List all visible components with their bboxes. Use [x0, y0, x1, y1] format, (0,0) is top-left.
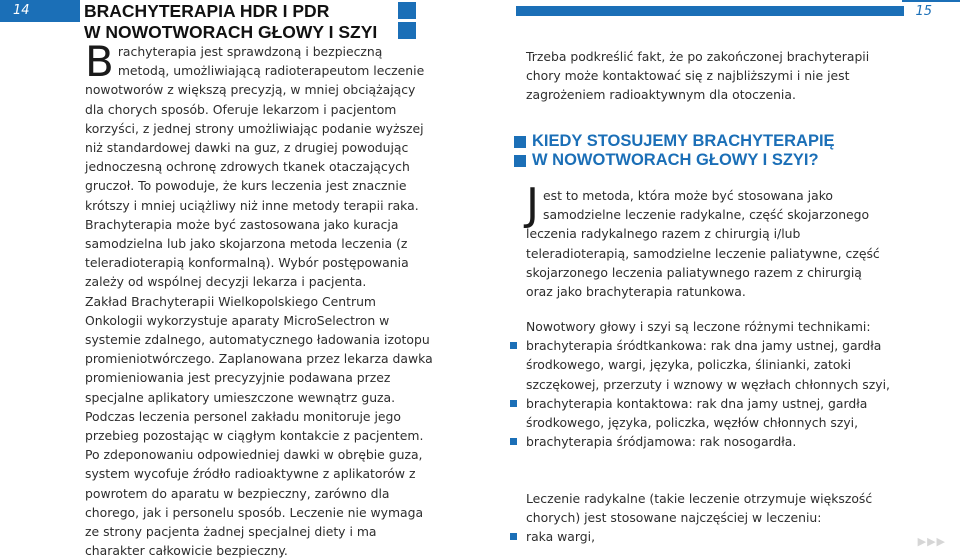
intro-text: rachyterapia jest sprawdzoną i bezpieczną metodą, umożliwiającą radioterapeutom leczenie nowotworów z większą precyzją, w mniej obciążający dla chorych sposób. Oferuje lekarzom i pacjentom korzyści, z jednej strony umożliwiając podanie wyższej niż standardowej dawki na guz, z drugiej powodując jednoczesną ochronę zdrowych tkanek otaczających gruczoł. To powoduje, że kurs leczenia jest znacznie krótszy i mniej uciążliwy niż inne metody terapii raka. Brachyterapia może być zastosowana jako kuracja samodzielna lub jako skojarzona metoda leczenia (z teleradioterapią konformalną). Wybór postępowania zależy od wspólnej decyzji lekarza i pacjenta. — [85, 44, 425, 290]
right-page — [480, 0, 960, 554]
body-paragraph: Zakład Brachyterapii Wielkopolskiego Centrum Onkologii wykorzystuje aparaty MicroSelectron w systemie zdalnego, automatycznego ładowania izotopu promieniotwórczego. Zaplanowana przez lekarza dawka promieniowania jest precyzyjnie podawana przez specjalne aplikatory umieszczone wewnątrz guza. Podczas leczenia personel zakładu monitoruje jego przebieg pozostając w ciągłym kontakcie z pacjentem. Po zdeponowaniu odpowiedniej dawki w obrębie guza, system wycofuje źródło radioaktywne z aplikatorów z powrotem do aparatu w bezpieczny, zarówno dla chorego, jak i personelu sposób. Leczenie nie wymaga ze strony pacjenta żadnej specjalnej diety i ma charakter całkowicie bezpieczny. — [85, 293, 433, 559]
header-accent-block — [398, 2, 416, 19]
left-column-text — [85, 37, 433, 560]
section-heading — [514, 132, 894, 170]
section-paragraph — [526, 179, 890, 301]
drop-cap: B — [85, 37, 114, 86]
page-number-left: 14 — [0, 0, 80, 22]
intro-paragraph — [85, 37, 433, 292]
list-item: raka wargi, — [526, 527, 890, 546]
intro-paragraph: Trzeba podkreślić fakt, że po zakończonej brachyterapii chory może kontaktować się z najbliższymi i nie jest zagrożeniem radioaktywnym dla otoczenia. — [526, 49, 870, 103]
header-accent-block — [398, 22, 416, 39]
heading-square-icon — [514, 136, 526, 148]
page-title — [84, 1, 424, 43]
left-page — [0, 0, 480, 559]
techniques-block — [526, 317, 890, 451]
radical-intro: Leczenie radykalne (takie leczenie otrzymuje większość chorych) jest stosowane najczęściej w leczeniu: — [526, 491, 873, 526]
bullet-square-icon — [510, 400, 517, 407]
heading-line-1: KIEDY STOSUJEMY BRACHYTERAPIĘ — [532, 132, 835, 150]
bullet-square-icon — [510, 438, 517, 445]
heading-line-2: W NOWOTWORACH GŁOWY I SZYI? — [532, 151, 819, 169]
page-number-right: 15 — [902, 0, 960, 22]
list-item: brachyterapia śródjamowa: rak nosogardła. — [526, 432, 890, 451]
bullet-square-icon — [510, 342, 517, 349]
bullet-square-icon — [510, 533, 517, 540]
list-item: brachyterapia śródtkankowa: rak dna jamy ustnej, gardła środkowego, wargi, języka, policzka, ślinianki, zatoki szczękowej, przerzuty i wznowy w węzłach chłonnych szyi, — [526, 336, 890, 394]
drop-cap: J — [526, 179, 539, 230]
title-line-1: BRACHYTERAPIA HDR I PDR — [84, 1, 330, 21]
title-line-2: W NOWOTWORACH GŁOWY I SZYI — [84, 22, 378, 42]
next-page-arrows-icon: ▶▶▶ — [917, 535, 946, 548]
radical-list — [526, 527, 890, 546]
radical-block — [526, 489, 890, 547]
techniques-list — [526, 336, 890, 451]
section-text: est to metoda, która może być stosowana jako samodzielne leczenie radykalne, część skojarzonego leczenia radykalnego razem z chirurgią i/lub teleradioterapią, samodzielne leczenie paliatywne, część skojarzonego leczenia paliatywnego razem z chirurgią oraz jako brachyterapia ratunkowa. — [526, 188, 880, 300]
heading-square-icon — [514, 155, 526, 167]
list-item: brachyterapia kontaktowa: rak dna jamy ustnej, gardła środkowego, języka, policzka, węzłów chłonnych szyi, — [526, 394, 890, 432]
techniques-intro: Nowotwory głowy i szyi są leczone różnymi technikami: — [526, 319, 871, 334]
right-intro — [526, 47, 890, 105]
header-accent-bar — [516, 6, 904, 16]
